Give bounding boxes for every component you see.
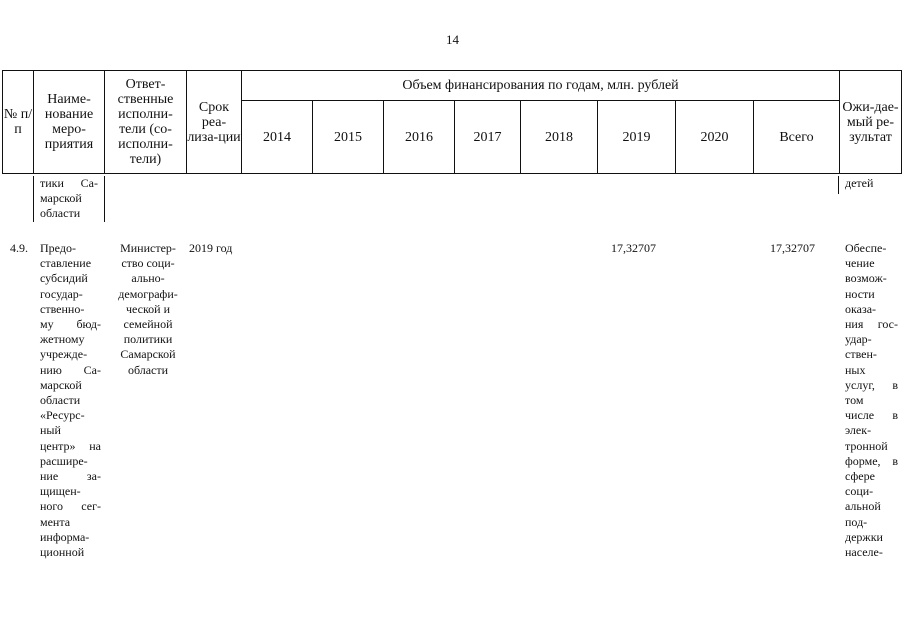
text-line: элек- [845, 423, 872, 438]
text-line: ние за- [40, 469, 101, 484]
text-line: альной [845, 499, 881, 514]
header-year-2017: 2017 [455, 101, 521, 174]
continuation-name [40, 176, 98, 222]
header-year-2018: 2018 [521, 101, 598, 174]
text-line: ния гос- [845, 317, 898, 332]
text-line: области [127, 362, 169, 377]
text-line: государ- [40, 286, 83, 301]
text-line: нию Са- [40, 362, 101, 377]
row-executors [110, 241, 186, 378]
text-line: марской [40, 377, 82, 392]
text-line: учрежде- [40, 347, 88, 362]
text-line: под- [845, 514, 868, 529]
text-line: ционной [40, 545, 85, 560]
row-term: 2019 год [189, 241, 233, 255]
text-line: му бюд- [40, 317, 101, 332]
text-line: субсидий [40, 271, 88, 286]
header-name: Наиме-нование меро-приятия [34, 71, 105, 174]
row-total: 17,32707 [770, 241, 815, 255]
column-divider [838, 176, 839, 194]
text-line: чение [845, 256, 875, 271]
text-line: мента [40, 514, 71, 529]
header-num: № п/п [3, 71, 34, 174]
text-line: ности [845, 286, 875, 301]
header-funding: Объем финансирования по годам, млн. рублей [242, 71, 840, 101]
text-line: политики [123, 332, 173, 347]
text-line: ного сег- [40, 499, 101, 514]
row-name [40, 241, 101, 560]
header-year-2016: 2016 [384, 101, 455, 174]
text-line: ставление [40, 256, 92, 271]
text-line: оказа- [845, 301, 877, 316]
text-line: Министер- [120, 241, 176, 255]
text-line: расшире- [40, 453, 88, 468]
text-line: числе в [845, 408, 898, 423]
text-line: марской [40, 191, 82, 206]
header-year-2014: 2014 [242, 101, 313, 174]
text-line: тики Са- [40, 176, 98, 190]
text-line: возмож- [845, 271, 887, 286]
header-term: Срок реа-лиза-ции [187, 71, 242, 174]
text-line: сфере [845, 469, 875, 484]
header-total: Всего [754, 101, 840, 174]
text-line: ствен- [845, 347, 877, 362]
text-line: ческой и [125, 301, 171, 316]
column-divider [33, 176, 34, 222]
text-line: Обеспе- [845, 241, 887, 255]
row-result [845, 241, 898, 560]
header-year-2019: 2019 [598, 101, 676, 174]
text-line: услуг, в [845, 377, 898, 392]
page-number: 14 [446, 32, 459, 47]
table-header [2, 70, 902, 174]
text-line: ально- [131, 271, 165, 286]
text-line: удар- [845, 332, 872, 347]
text-line: детей [845, 176, 874, 190]
text-line: ных [845, 362, 866, 377]
continuation-result [845, 176, 901, 191]
header-year-2015: 2015 [313, 101, 384, 174]
text-line: жетному [40, 332, 85, 347]
header-executors: Ответ-ственные исполни-тели (со-исполни-тели) [105, 71, 187, 174]
text-line: демографи- [118, 286, 178, 301]
text-line: соци- [845, 484, 874, 499]
text-line: центр» на [40, 438, 101, 453]
text-line: том [845, 393, 864, 408]
row-value-2019: 17,32707 [611, 241, 656, 255]
header-year-2020: 2020 [676, 101, 754, 174]
text-line: информа- [40, 529, 90, 544]
text-line: населе- [845, 545, 883, 560]
text-line: ный [40, 423, 61, 438]
text-line: тронной [845, 438, 888, 453]
text-line: ственно- [40, 301, 85, 316]
header-result: Ожи-дае-мый ре-зультат [840, 71, 902, 174]
text-line: «Ресурс- [40, 408, 85, 423]
text-line: форме, в [845, 453, 898, 468]
column-divider [104, 176, 105, 222]
row-number: 4.9. [10, 241, 28, 255]
text-line: щищен- [40, 484, 81, 499]
text-line: области [40, 206, 81, 221]
text-line: области [40, 393, 81, 408]
text-line: ство соци- [121, 256, 175, 271]
text-line: семейной [123, 317, 173, 332]
text-line: Предо- [40, 241, 76, 255]
text-line: держки [845, 529, 883, 544]
text-line: Самарской [120, 347, 176, 362]
